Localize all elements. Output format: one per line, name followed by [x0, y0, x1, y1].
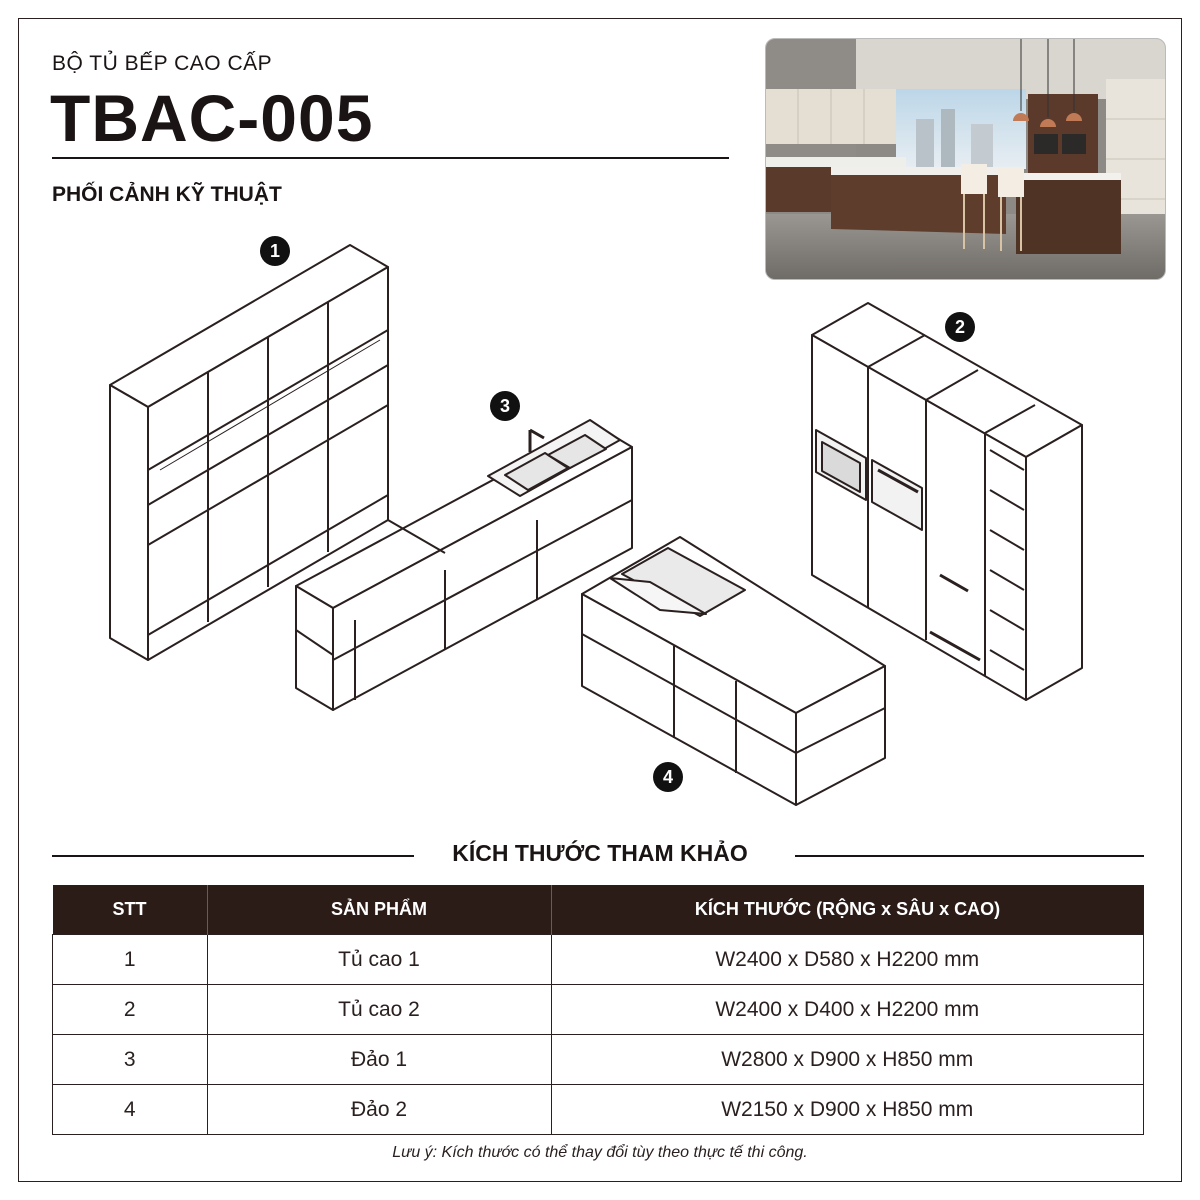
row-product: Đảo 1 — [207, 1035, 551, 1085]
row-size: W2400 x D580 x H2200 mm — [551, 935, 1144, 985]
marker-4-badge: 4 — [653, 762, 683, 792]
marker-3-badge: 3 — [490, 391, 520, 421]
row-product: Đảo 2 — [207, 1085, 551, 1135]
table-row — [53, 1035, 1144, 1085]
table-row — [53, 1085, 1144, 1135]
table-row — [53, 985, 1144, 1035]
row-size: W2800 x D900 x H850 mm — [551, 1035, 1144, 1085]
row-product: Tủ cao 1 — [207, 935, 551, 985]
footnote: Lưu ý: Kích thước có thể thay đổi tùy theo thực tế thi công. — [392, 1144, 808, 1161]
table-row — [53, 935, 1144, 985]
row-stt: 3 — [53, 1035, 208, 1085]
column-header-size: KÍCH THƯỚC (RỘNG x SÂU x CAO) — [551, 885, 1144, 935]
reference-title: KÍCH THƯỚC THAM KHẢO — [452, 840, 748, 866]
row-stt: 2 — [53, 985, 208, 1035]
marker-1-badge: 1 — [260, 236, 290, 266]
column-header-stt: STT — [53, 885, 208, 935]
marker-2-badge: 2 — [945, 312, 975, 342]
row-size: W2400 x D400 x H2200 mm — [551, 985, 1144, 1035]
tall-cabinet-2 — [812, 303, 1082, 700]
product-code: TBAC-005 — [50, 81, 374, 155]
reference-rule-right — [795, 855, 1144, 857]
row-product: Tủ cao 2 — [207, 985, 551, 1035]
product-subtitle: BỘ TỦ BẾP CAO CẤP — [52, 52, 273, 75]
row-stt: 1 — [53, 935, 208, 985]
column-header-product: SẢN PHẨM — [207, 885, 551, 935]
dimensions-table — [52, 885, 1144, 1135]
section-title: PHỐI CẢNH KỸ THUẬT — [52, 183, 282, 206]
table-header-row — [53, 885, 1144, 935]
row-size: W2150 x D900 x H850 mm — [551, 1085, 1144, 1135]
row-stt: 4 — [53, 1085, 208, 1135]
